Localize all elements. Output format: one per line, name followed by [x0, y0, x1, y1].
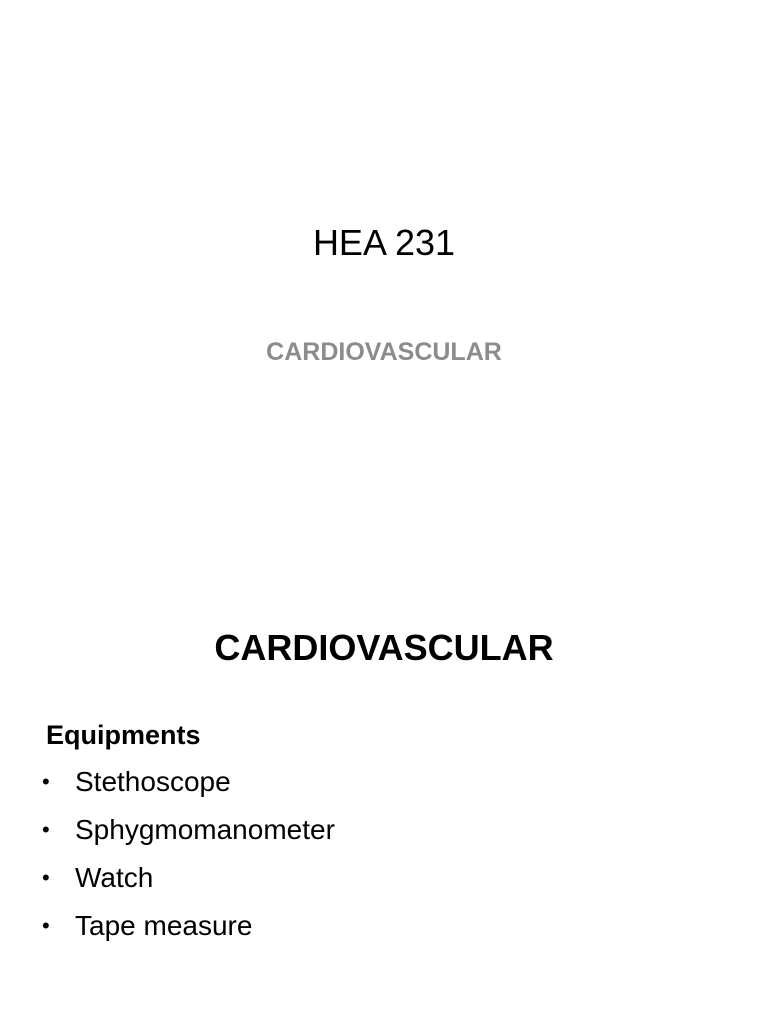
bullet-icon: • [42, 817, 50, 842]
list-item [42, 812, 335, 860]
list-item-label: Watch [75, 862, 154, 893]
list-item [42, 764, 335, 812]
slide-title: HEA 231 [312, 222, 456, 263]
content-slide [0, 576, 768, 1024]
slide-heading: CARDIOVASCULAR [214, 627, 554, 668]
bullet-list [42, 764, 335, 956]
bullet-icon: • [42, 913, 50, 938]
slide-subtitle: CARDIOVASCULAR [266, 338, 502, 366]
list-item [42, 908, 335, 956]
list-item-label: Tape measure [75, 910, 253, 941]
list-item-label: Sphygmomanometer [75, 814, 335, 845]
bullet-icon: • [42, 865, 50, 890]
section-label: Equipments [46, 720, 201, 750]
bullet-icon: • [42, 769, 50, 794]
list-item-label: Stethoscope [75, 766, 231, 797]
list-item [42, 860, 335, 908]
